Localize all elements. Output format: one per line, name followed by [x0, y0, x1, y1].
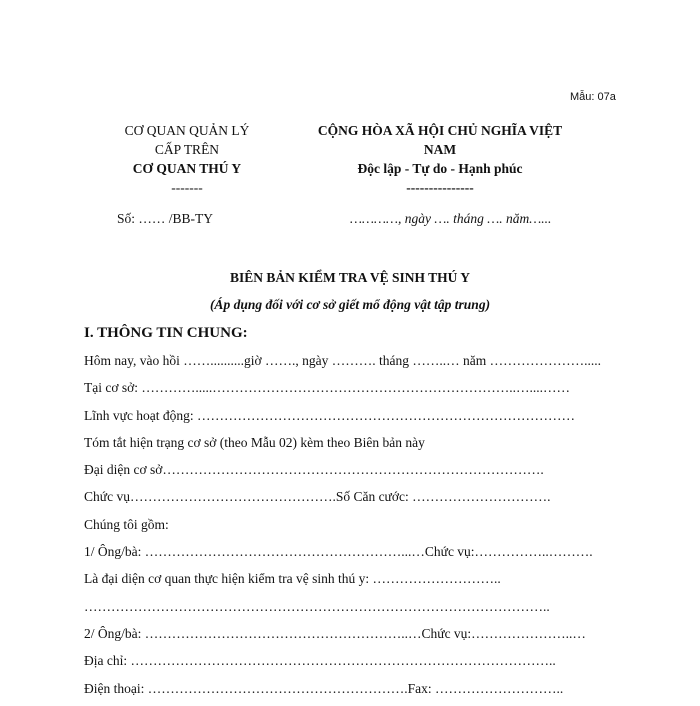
line-blank: …………………………………………………………………………………………..	[84, 598, 550, 614]
line-we-include: Chúng tôi gồm:	[84, 516, 169, 532]
form-body	[84, 351, 604, 706]
national-motto-header	[285, 121, 595, 197]
line-phone-fax: Điện thoại: ………………………………………………….Fax: ………………………..	[84, 680, 564, 696]
country-name-line-2: NAM	[423, 142, 457, 157]
line-facility: Tại cơ sở: ………….....…………………………………………………………..…....……	[84, 380, 571, 396]
section-heading: I. THÔNG TIN CHUNG:	[84, 325, 248, 341]
line-time: Hôm nay, vào hồi ……..........giờ ……., ngày ………. tháng ……..… năm ………………….....	[84, 353, 601, 368]
line-inspector-2: 2/ Ông/bà: …………………………………………………..…Chức vụ:…………………..…	[84, 625, 586, 641]
form-code: Mẫu: 07a	[570, 91, 616, 103]
motto-divider: ---------------	[406, 180, 474, 195]
line-address: Địa chỉ: …………………………………………………………………………………..	[84, 653, 556, 669]
document-title: BIÊN BẢN KIỂM TRA VỆ SINH THÚ Y	[230, 270, 470, 285]
agency-line-2: CẤP TRÊN	[154, 142, 220, 157]
line-facility-rep: Đại diện cơ sở………………………………………………………………………….	[84, 462, 544, 478]
agency-line-3: CƠ QUAN THÚ Y	[132, 161, 242, 176]
issuing-agency-header	[92, 121, 282, 197]
country-name-line-1: CỘNG HÒA XÃ HỘI CHỦ NGHĨA VIỆT	[317, 123, 563, 138]
agency-divider: -------	[171, 180, 203, 195]
line-position-id: Chức vụ……………………………………….Số Căn cước: ………………………….	[84, 489, 551, 505]
line-inspector-1: 1/ Ông/bà: …………………………………………………...…Chức vụ:……………..……….	[84, 544, 593, 560]
line-inspection-agency: Là đại diện cơ quan thực hiện kiểm tra vệ sinh thú y: ………………………..	[84, 571, 501, 587]
line-summary: Tóm tắt hiện trạng cơ sở (theo Mẫu 02) kèm theo Biên bản này	[84, 434, 425, 450]
date-line: …………, ngày …. tháng …. năm…...	[350, 211, 552, 226]
document-subtitle: (Áp dụng đối với cơ sở giết mổ động vật tập trung)	[209, 297, 491, 312]
agency-line-1: CƠ QUAN QUẢN LÝ	[124, 123, 250, 138]
motto: Độc lập - Tự do - Hạnh phúc	[357, 161, 523, 176]
line-field: Lĩnh vực hoạt động: …………………………………………………………………………	[84, 407, 576, 423]
document-number: Số: …… /BB-TY	[117, 211, 214, 226]
